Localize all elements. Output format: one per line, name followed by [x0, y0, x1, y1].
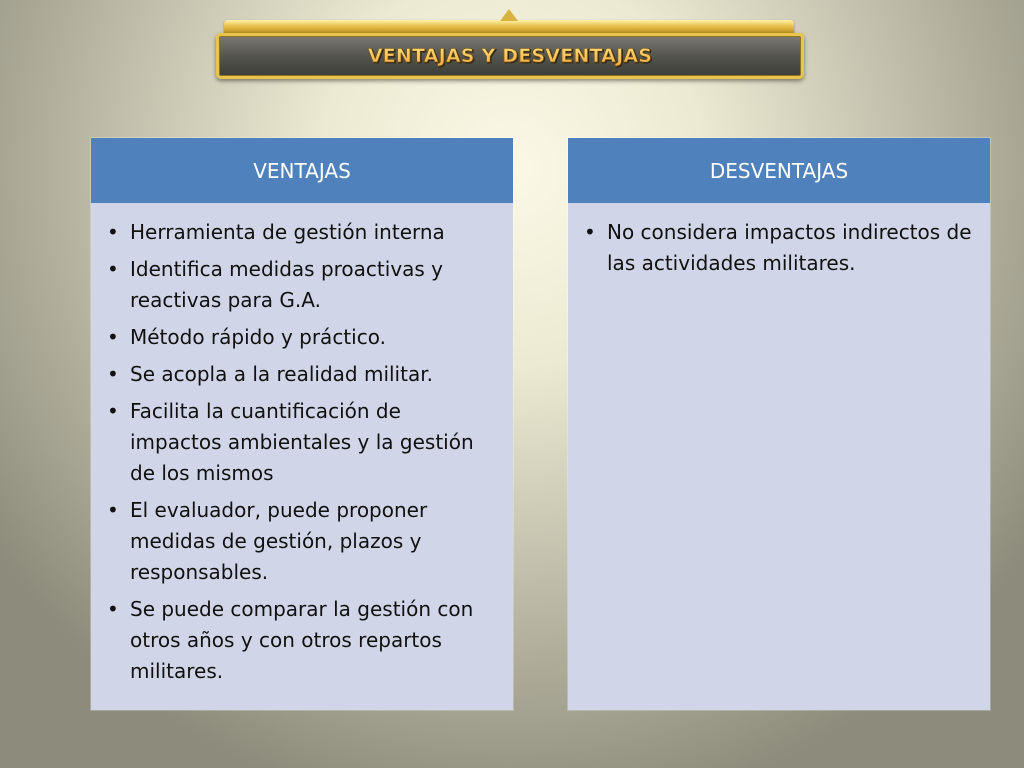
list-item: • Facilita la cuantificación de impactos ambientales y la gestión de los mismos	[105, 396, 495, 489]
list-item: • Identifica medidas proactivas y reactivas para G.A.	[105, 254, 495, 316]
list-item: • No considera impactos indirectos de las actividades militares.	[582, 217, 972, 279]
slide-title: VENTAJAS Y DESVENTAJAS	[367, 45, 653, 67]
title-banner-notch	[500, 9, 518, 21]
title-banner-top-edge	[224, 20, 794, 34]
list-item: • Herramienta de gestión interna	[105, 217, 495, 248]
list-item: • Se acopla a la realidad militar.	[105, 359, 495, 390]
list-item: • Método rápido y práctico.	[105, 322, 495, 353]
desventajas-header: DESVENTAJAS	[568, 138, 990, 203]
ventajas-column	[91, 138, 513, 710]
ventajas-header: VENTAJAS	[91, 138, 513, 203]
title-banner	[216, 33, 804, 79]
list-item: • El evaluador, puede proponer medidas de gestión, plazos y responsables.	[105, 495, 495, 588]
ventajas-list	[91, 203, 513, 687]
desventajas-list	[568, 203, 990, 279]
desventajas-column	[568, 138, 990, 710]
list-item: • Se puede comparar la gestión con otros años y con otros repartos militares.	[105, 594, 495, 687]
